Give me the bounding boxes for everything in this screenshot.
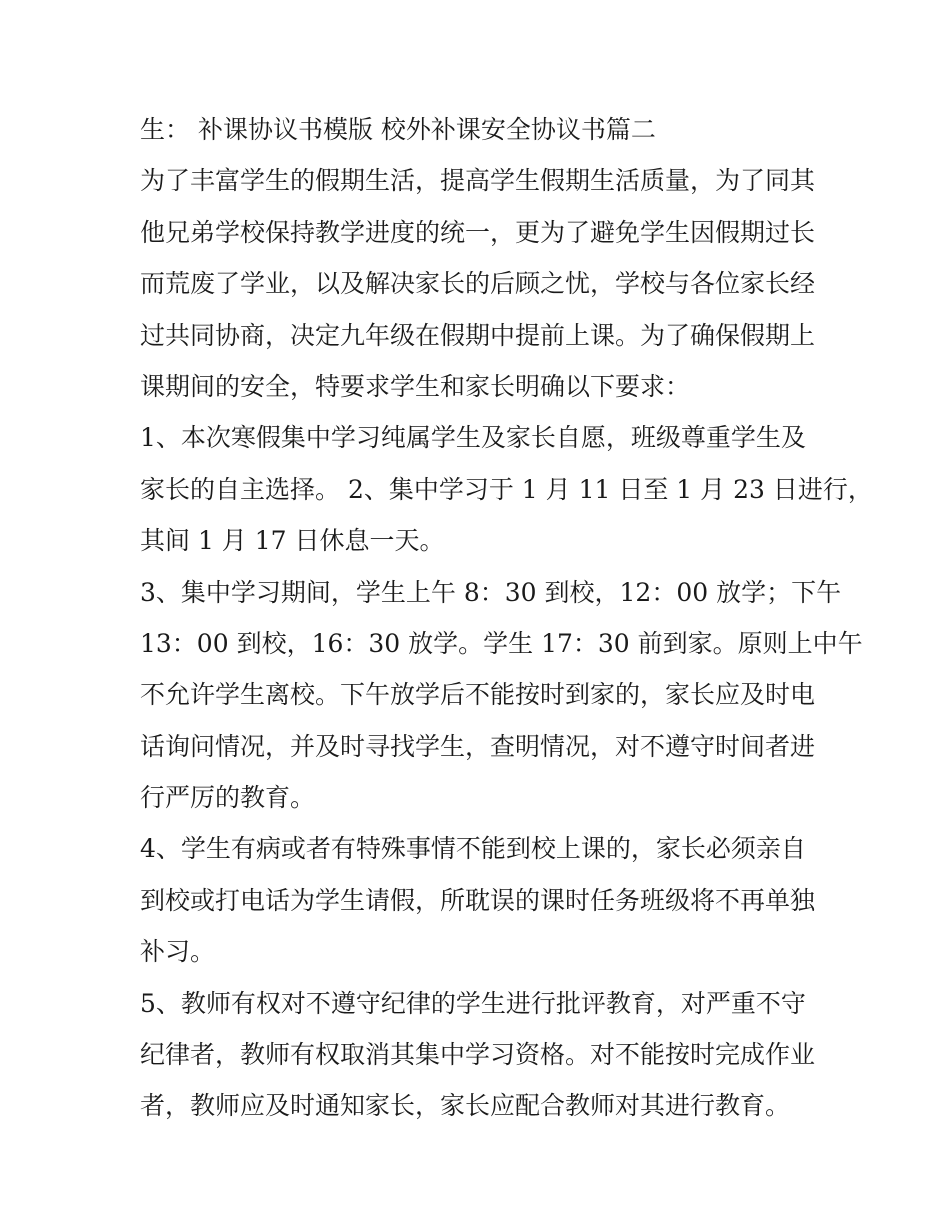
- text-line: 4、学生有病或者有特殊事情不能到校上课的，家长必须亲自: [140, 834, 806, 864]
- text-line: 行严厉的教育。: [140, 783, 316, 813]
- text-line: 5、教师有权对不遵守纪律的学生进行批评教育，对严重不守: [140, 988, 806, 1018]
- text-line: 13：00 到校，16：30 放学。学生 17：30 前到家。原则上中午: [140, 628, 863, 658]
- text-line: 课期间的安全，特要求学生和家长明确以下要求：: [140, 371, 691, 401]
- text-line: 过共同协商，决定九年级在假期中提前上课。为了确保假期上: [140, 320, 816, 350]
- text-line: 不允许学生离校。下午放学后不能按时到家的，家长应及时电: [140, 680, 816, 710]
- text-line: 1、本次寒假集中学习纯属学生及家长自愿，班级尊重学生及: [140, 423, 806, 453]
- text-line: 3、集中学习期间，学生上午 8：30 到校，12：00 放学；下午: [140, 577, 842, 607]
- text-line: 其间 1 月 17 日休息一天。: [140, 526, 445, 556]
- text-line: 他兄弟学校保持教学进度的统一，更为了避免学生因假期过长: [140, 217, 816, 247]
- text-line: 为了丰富学生的假期生活，提高学生假期生活质量，为了同其: [140, 166, 816, 196]
- text-line: 者，教师应及时通知家长，家长应配合教师对其进行教育。: [140, 1091, 791, 1121]
- text-line: 话询问情况，并及时寻找学生，查明情况，对不遵守时间者进: [140, 731, 816, 761]
- text-line: 家长的自主选择。 2、集中学习于 1 月 11 日至 1 月 23 日进行，: [140, 474, 873, 504]
- text-line: 生： 补课协议书模版 校外补课安全协议书篇二: [140, 115, 656, 144]
- text-line: 纪律者，教师有权取消其集中学习资格。对不能按时完成作业: [140, 1040, 816, 1070]
- document-body: [140, 104, 873, 1132]
- text-line: 补习。: [140, 937, 216, 967]
- text-line: 而荒废了学业，以及解决家长的后顾之忧，学校与各位家长经: [140, 269, 816, 299]
- text-line: 到校或打电话为学生请假，所耽误的课时任务班级将不再单独: [140, 885, 816, 915]
